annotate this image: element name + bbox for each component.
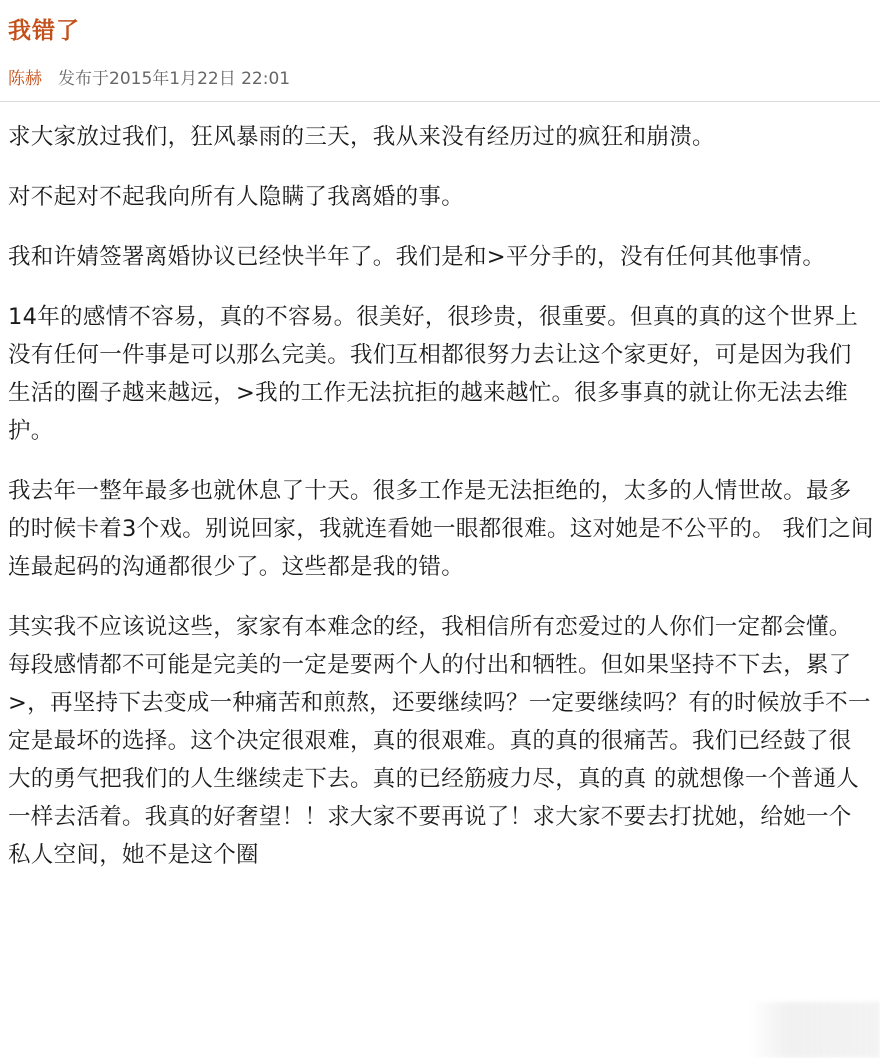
post-meta	[8, 64, 290, 89]
paragraph-2: 对不起对不起我向所有人隐瞒了我离婚的事。	[8, 184, 465, 210]
paragraph-6: 其实我不应该说这些，家家有本难念的经，我相信所有恋爱过的人你们一定都会懂。每段感情都不可能是完美的一定是要两个人的付出和牺牲。但如果坚持不下去，累了>，再坚持下去变成一种痛苦和煎熬，还要继续吗？一定要继续吗？有的时候放手不一定是最坏的选择。这个决定很艰难，真的很艰难。真的真的很痛苦。我们已经鼓了很大的勇气把我们的人生继续走下去。真的已经筋疲力尽，真的真 的就想像一个普通人一样去活着。我真的好奢望！！求大家不要再说了！求大家不要去打扰她，给她一个私人空间，她不是这个圈	[8, 614, 871, 868]
paragraph-3: 我和许婧签署离婚协议已经快半年了。我们是和>平分手的，没有任何其他事情。	[8, 244, 826, 270]
paragraph-1: 求大家放过我们，狂风暴雨的三天，我从来没有经历过的疯狂和崩溃。	[8, 124, 715, 150]
paragraph-5: 我去年一整年最多也就休息了十天。很多工作是无法拒绝的，太多的人情世故。最多的时候卡着3个戏。别说回家，我就连看她一眼都很难。这对她是不公平的。 我们之间连最起码的沟通都很少了。这些都是我的错。	[8, 478, 874, 580]
author-link[interactable]: 陈赫	[8, 69, 42, 89]
post-title: 我错了	[8, 18, 80, 44]
watermark-blur	[748, 1002, 880, 1058]
header-divider	[0, 101, 880, 102]
post-body	[8, 118, 874, 896]
publish-date: 发布于2015年1月22日 22:01	[58, 69, 291, 89]
paragraph-4: 14年的感情不容易，真的不容易。很美好，很珍贵，很重要。但真的真的这个世界上没有任何一件事是可以那么完美。我们互相都很努力去让这个家更好，可是因为我们生活的圈子越来越远，>我的工作无法抗拒的越来越忙。很多事真的就让你无法去维护。	[8, 304, 859, 444]
